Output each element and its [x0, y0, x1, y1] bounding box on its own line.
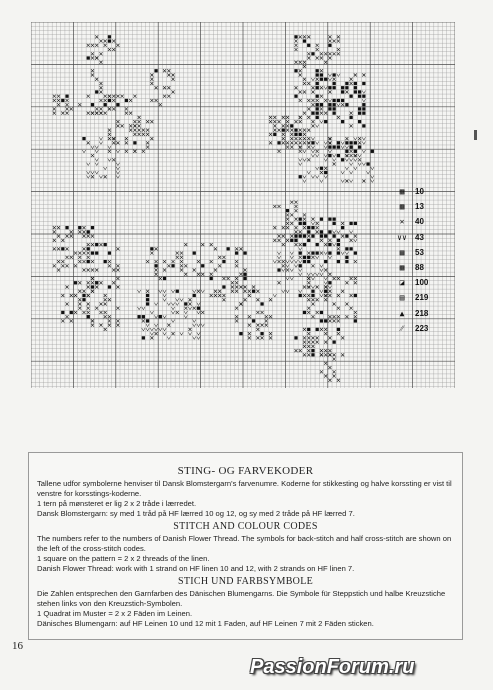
legend-item	[397, 247, 469, 260]
page-number: 16	[12, 640, 23, 652]
paragraph: Tallene udfor symbolerne henviser til Dansk Blomstergarn's farvenumre. Koderne for stikkesting og halve korssting er vist til venstre for korsstings-koderne.	[37, 479, 452, 498]
legend-item	[397, 216, 469, 229]
legend-symbol: ▩	[399, 263, 405, 272]
legend-color-number: 88	[415, 263, 424, 272]
legend-symbol: ▲	[399, 308, 405, 318]
legend-item	[397, 232, 469, 245]
paragraph: The numbers refer to the numbers of Danish Flower Thread. The symbols for back-stitch and half cross-stitch are shown on the left of the cross-stitch codes.	[37, 534, 452, 553]
section-english	[37, 521, 454, 574]
legend-color-number: 223	[415, 323, 429, 333]
instructions-box	[28, 452, 463, 640]
legend-color-number: 13	[415, 202, 424, 212]
legend-item	[397, 186, 469, 199]
legend-symbol: ◪	[399, 278, 405, 288]
legend-color-number: 218	[415, 308, 429, 318]
legend-color-number: 43	[415, 232, 424, 242]
legend-item	[397, 277, 469, 290]
legend-color-number: 53	[415, 247, 424, 257]
watermark-logo: PassionForum.ru	[250, 656, 415, 678]
legend-symbol: ▩	[399, 202, 405, 212]
page-edge-mark	[474, 130, 477, 140]
section-german	[37, 576, 454, 629]
legend-item	[397, 323, 469, 336]
paragraph: 1 Quadrat im Muster = 2 x 2 Fäden im Leinen.	[37, 609, 193, 618]
section-title: STING- OG FARVEKODER	[177, 465, 314, 477]
section-danish	[37, 465, 454, 519]
paragraph: Dansk Blomstergarn: sy med 1 tråd på HF lærred 10 og 12, og sy med 2 tråde på HF lærred 7.	[37, 509, 355, 518]
legend-color-number: 40	[415, 217, 424, 227]
legend-item	[397, 308, 469, 321]
section-title: STICH UND FARBSYMBOLE	[177, 576, 314, 587]
paragraph: 1 tern på mønsteret er lig 2 x 2 tråde i lærredet.	[37, 499, 197, 508]
paragraph: Die Zahlen entsprechen den Garnfarben des Dänischen Blumengarns. Die Symbole für Steppstich und halbe Kreuzstiche stehen links von den Kreuzstich-Symbolen.	[37, 589, 446, 608]
legend-symbol: ▩	[399, 187, 405, 196]
legend-symbol: ▦	[399, 247, 405, 257]
stitch-grid	[31, 22, 455, 388]
section-title: STITCH AND COLOUR CODES	[173, 521, 318, 532]
legend-color-number: 10	[415, 187, 424, 196]
legend-item	[397, 262, 469, 275]
legend-symbol: ⁄⁄	[400, 323, 404, 333]
paragraph: Dänisches Blumengarn: auf HF Leinen 10 und 12 mit 1 Faden, auf HF Leinen 7 mit 2 Fäden sticken.	[37, 619, 374, 628]
legend-symbol: ▤	[399, 293, 405, 303]
paragraph: Danish Flower Thread: work with 1 strand on HF linen 10 and 12, with 2 strands on HF linen 7.	[37, 564, 355, 573]
legend-color-number: 100	[415, 278, 429, 288]
legend-symbol: ∨∨	[397, 232, 407, 242]
cross-stitch-chart	[31, 22, 455, 388]
paragraph: 1 square on the pattern = 2 x 2 threads of the linen.	[37, 554, 210, 563]
legend-symbol: ✕	[399, 217, 405, 227]
legend-item	[397, 201, 469, 214]
legend-color-number: 219	[415, 293, 429, 303]
legend-item	[397, 292, 469, 305]
